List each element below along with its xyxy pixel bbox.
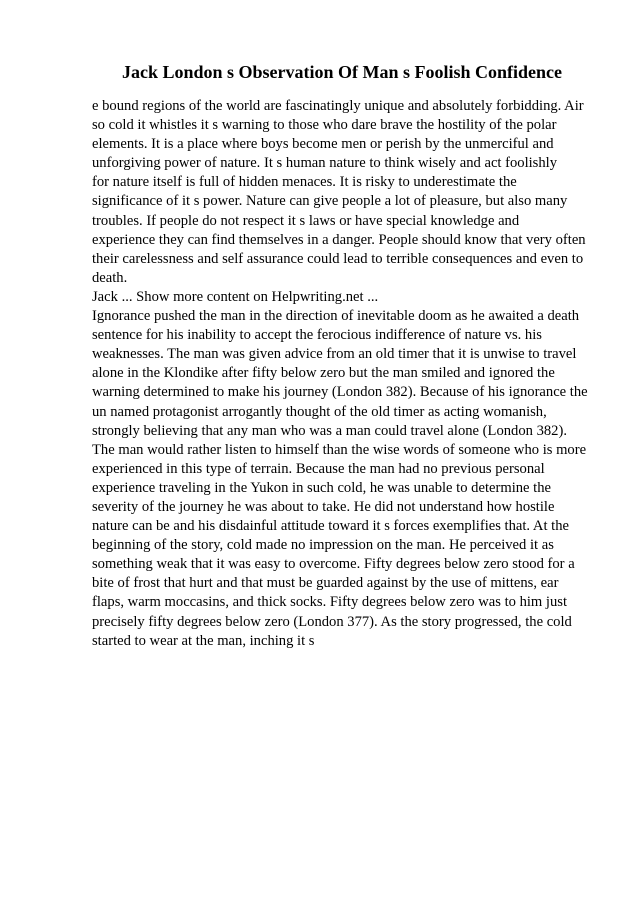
- body-line: experienced in this type of terrain. Because the man had no previous personal: [92, 460, 545, 477]
- body-line: troubles. If people do not respect it s laws or have special knowledge and: [92, 212, 520, 229]
- body-line: e bound regions of the world are fascinatingly unique and absolutely forbidding. Air: [92, 98, 584, 114]
- body-line: so cold it whistles it s warning to those who dare brave the hostility of the polar: [92, 117, 557, 134]
- show-more-line: Jack ... Show more content on Helpwriting.net ...: [92, 288, 379, 305]
- body-line: warning determined to make his journey (London 382). Because of his ignorance the: [92, 384, 588, 401]
- body-line: nature can be and his disdainful attitude toward it s forces exemplifies that. At the: [92, 518, 569, 535]
- body-line: flaps, warm moccasins, and thick socks. Fifty degrees below zero was to him just: [92, 594, 568, 611]
- body-line: started to wear at the man, inching it s: [92, 632, 315, 649]
- body-line: severity of the journey he was about to take. He did not understand how hostile: [92, 498, 555, 515]
- body-line: experience they can find themselves in a danger. People should know that very often: [92, 231, 586, 248]
- body-line: their carelessness and self assurance could lead to terrible consequences and even to: [92, 250, 584, 267]
- body-line: sentence for his inability to accept the ferocious indifference of nature vs. his: [92, 327, 542, 344]
- body-line: something weak that it was easy to overcome. Fifty degrees below zero stood for a: [92, 556, 575, 573]
- body-line: beginning of the story, cold made no impression on the man. He perceived it as: [92, 537, 554, 554]
- body-line: bite of frost that hurt and that must be guarded against by the use of mittens, ear: [92, 575, 559, 592]
- body-line: precisely fifty degrees below zero (London 377). As the story progressed, the cold: [92, 613, 572, 630]
- body-line: significance of it s power. Nature can give people a lot of pleasure, but also many: [92, 193, 568, 210]
- body-line: for nature itself is full of hidden menaces. It is risky to underestimate the: [92, 174, 517, 191]
- body-line: unforgiving power of nature. It s human nature to think wisely and act foolishly: [92, 155, 558, 172]
- body-line: alone in the Klondike after fifty below zero but the man smiled and ignored the: [92, 365, 555, 382]
- document-title: Jack London s Observation Of Man s Foolish Confidence: [121, 62, 563, 82]
- body-line: strongly believing that any man who was a man could travel alone (London 382).: [92, 422, 567, 439]
- body-line: The man would rather listen to himself than the wise words of someone who is more: [92, 441, 587, 458]
- body-line: weaknesses. The man was given advice from an old timer that it is unwise to travel: [92, 346, 577, 363]
- document-body: [92, 97, 592, 651]
- body-line: experience traveling in the Yukon in such cold, he was unable to determine the: [92, 479, 552, 496]
- body-line: elements. It is a place where boys become men or perish by the unmerciful and: [92, 136, 554, 153]
- body-line: un named protagonist arrogantly thought of the old timer as acting womanish,: [92, 403, 547, 420]
- body-line: death.: [92, 269, 128, 286]
- body-line: Ignorance pushed the man in the direction of inevitable doom as he awaited a death: [92, 308, 580, 325]
